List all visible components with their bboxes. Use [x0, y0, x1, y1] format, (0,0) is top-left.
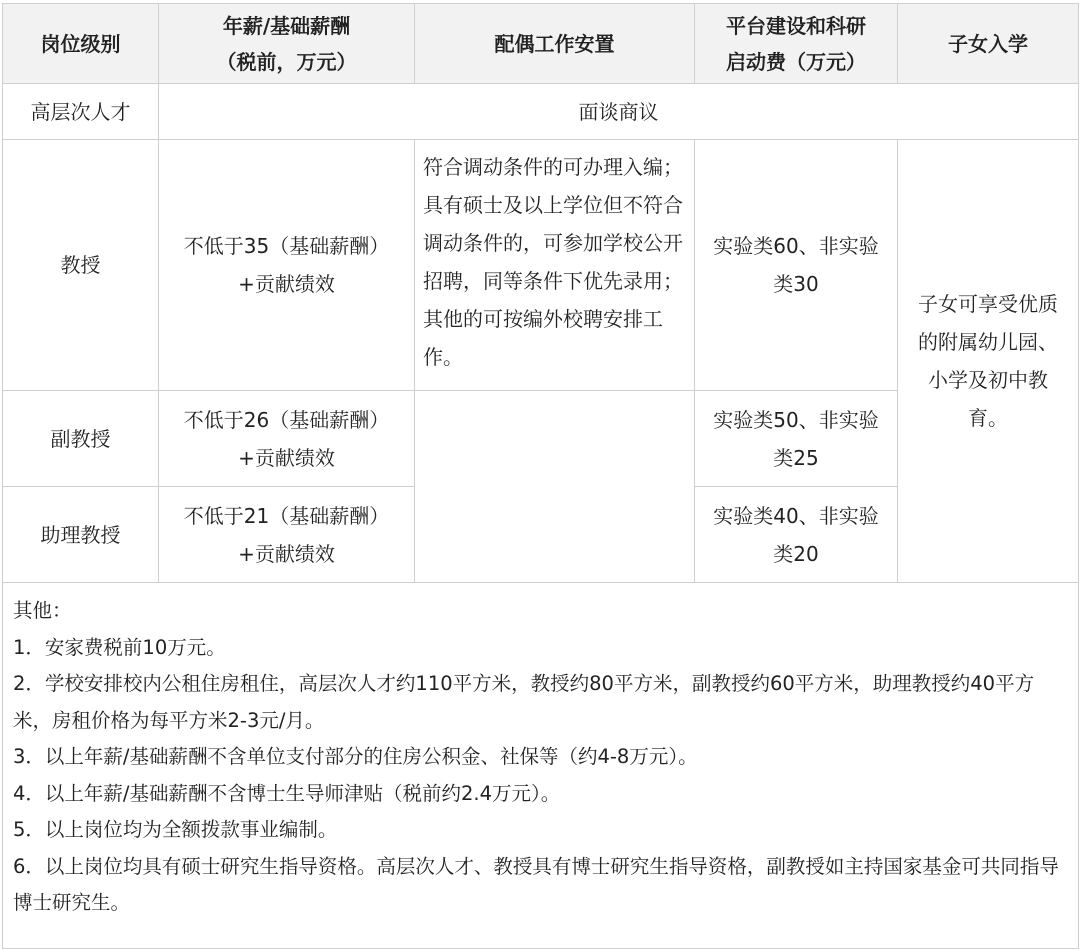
notes-cell	[3, 583, 1079, 949]
table-row	[3, 140, 1079, 391]
salary-associate	[159, 391, 415, 487]
note-item-1: 1．安家费税前10万元。	[13, 635, 226, 659]
note-item-5: 5．以上岗位均为全额拨款事业编制。	[13, 818, 338, 841]
salary-professor-line2: +贡献绩效	[238, 272, 335, 296]
platform-professor-line2: 类30	[773, 272, 819, 296]
salary-assistant-line2: +贡献绩效	[238, 541, 335, 566]
note-item-6: 6．以上岗位均具有硕士研究生指导资格。高层次人才、教授具有博士研究生指导资格，副教授如主持国家基金可共同指导博士研究生。	[13, 854, 1059, 914]
header-spouse: 配偶工作安置	[415, 4, 695, 84]
salary-professor-line1: 不低于35（基础薪酬）	[183, 234, 390, 258]
header-salary-line1: 年薪/基础薪酬	[222, 13, 351, 38]
salary-assistant	[159, 487, 415, 583]
platform-associate-line1: 实验类50、非实验	[713, 407, 879, 432]
compensation-table	[2, 3, 1079, 949]
header-salary-line2: （税前，万元）	[216, 49, 357, 74]
header-platform-line1: 平台建设和科研	[726, 13, 866, 38]
header-salary	[159, 4, 415, 84]
header-platform	[695, 4, 898, 84]
note-item-4: 4．以上年薪/基础薪酬不含博士生导师津贴（税前约2.4万元）。	[13, 781, 561, 805]
header-children: 子女入学	[898, 4, 1079, 84]
header-platform-line2: 启动费（万元）	[726, 49, 866, 74]
table-row	[3, 84, 1079, 140]
senior-merged-cell: 面谈商议	[159, 84, 1079, 140]
platform-assistant	[695, 487, 898, 583]
level-senior: 高层次人才	[3, 84, 159, 140]
notes-row	[3, 583, 1079, 949]
note-item-2: 2．学校安排校内公租住房租住，高层次人才约110平方米，教授约80平方米，副教授约60平方米，助理教授约40平方米，房租价格为每平方米2-3元/月。	[13, 672, 1035, 732]
spouse-arrangement: 符合调动条件的可办理入编；具有硕士及以上学位但不符合调动条件的，可参加学校公开招聘，同等条件下优先录用；其他的可按编外校聘安排工作。	[415, 140, 695, 391]
level-assistant: 助理教授	[3, 487, 159, 583]
spouse-empty-cell	[415, 391, 695, 583]
salary-professor	[159, 140, 415, 391]
notes-title: 其他：	[13, 599, 72, 622]
platform-associate	[695, 391, 898, 487]
platform-assistant-line1: 实验类40、非实验	[713, 503, 879, 528]
salary-assistant-line1: 不低于21（基础薪酬）	[183, 503, 390, 528]
platform-associate-line2: 类25	[773, 445, 819, 470]
salary-associate-line2: +贡献绩效	[238, 445, 335, 470]
platform-professor	[695, 140, 898, 391]
platform-professor-line1: 实验类60、非实验	[713, 234, 879, 258]
level-professor: 教授	[3, 140, 159, 391]
level-associate: 副教授	[3, 391, 159, 487]
children-education	[898, 140, 1079, 583]
header-level: 岗位级别	[3, 4, 159, 84]
children-education-text: 子女可享受优质的附属幼儿园、小学及初中教育。	[918, 292, 1058, 430]
header-row	[3, 4, 1079, 84]
platform-assistant-line2: 类20	[773, 541, 819, 566]
note-item-3: 3．以上年薪/基础薪酬不含单位支付部分的住房公积金、社保等（约4-8万元）。	[13, 745, 698, 768]
salary-associate-line1: 不低于26（基础薪酬）	[183, 407, 390, 432]
